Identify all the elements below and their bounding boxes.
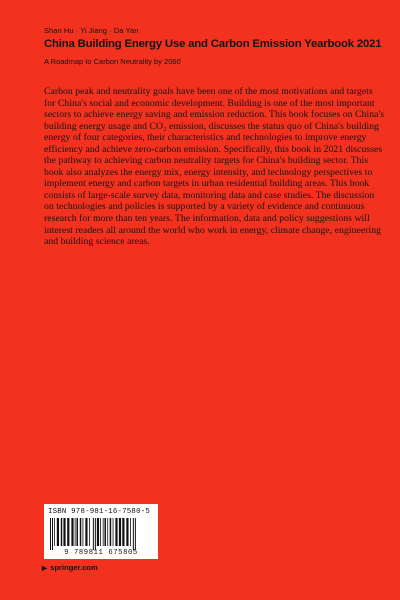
- barcode-bar: [133, 518, 134, 550]
- blurb-line: on technologies and policies is supported by a variety of evidence and continuous: [44, 201, 365, 213]
- barcode-bar: [115, 518, 117, 546]
- barcode-bar: [67, 518, 69, 546]
- blurb-line: for China's social and economic development. Building is one of the most important: [44, 97, 375, 109]
- publisher-link[interactable]: [42, 563, 98, 572]
- blurb-line: implement energy and carbon targets in urban residential building areas. This book: [44, 178, 370, 190]
- barcode-bar: [95, 518, 96, 550]
- blurb-line: Carbon peak and neutrality goals have been one of the most motivations and targets: [44, 86, 373, 97]
- barcode-bar: [103, 518, 104, 546]
- blurb-line: interest readers all around the world who work in energy, climate change, engineering: [44, 224, 382, 236]
- barcode-bar: [89, 518, 90, 546]
- isbn-number: ISBN 978-981-16-7580-5: [48, 508, 150, 516]
- barcode-bar: [80, 518, 82, 546]
- blurb-line: and building science areas.: [44, 236, 150, 248]
- publisher-url: springer.com: [50, 563, 98, 572]
- barcode-bar: [97, 518, 99, 546]
- barcode-bar: [110, 518, 112, 546]
- isbn-barcode-box: [44, 504, 158, 559]
- blurb-line: consists of large-scale survey data, monitoring data and case studies. The discussion: [44, 189, 375, 201]
- blurb-line: research for more than ten years. The information, data and policy suggestions will: [44, 213, 370, 225]
- barcode-bar: [135, 518, 136, 550]
- barcode-bar: [57, 518, 59, 546]
- blurb-line: building energy usage and CO₂ emission, discusses the status quo of China's building: [44, 120, 379, 132]
- barcode-bar: [71, 518, 73, 546]
- barcode-digits: 9 789811 675805: [64, 549, 138, 557]
- barcode-bar: [119, 518, 121, 546]
- blurb-line: book also analyzes the energy mix, energy intensity, and technology perspectives to: [44, 166, 373, 178]
- authors: Shan Hu · Yi Jiang · Da Yan: [44, 26, 139, 35]
- barcode-bar: [122, 518, 124, 546]
- barcode-bar: [104, 518, 106, 546]
- barcode-bar: [54, 518, 55, 546]
- barcode-bar: [85, 518, 87, 546]
- blurb-line: efficiency and achieve zero-carbon emission. Specifically, this book in 2021 discusses: [44, 143, 383, 155]
- barcode-bar: [93, 518, 94, 550]
- barcode-bar: [83, 518, 84, 546]
- barcode-bar: [130, 518, 131, 546]
- barcode-bar: [61, 518, 63, 546]
- book-title: China Building Energy Use and Carbon Emission Yearbook 2021: [44, 38, 382, 50]
- book-subtitle: A Roadmap to Carbon Neutrality by 2060: [44, 57, 181, 66]
- barcode-bar: [63, 518, 65, 546]
- barcode-bar: [107, 518, 108, 546]
- barcode-bar: [113, 518, 114, 546]
- book-blurb: [44, 86, 385, 248]
- barcode-bar: [126, 518, 128, 546]
- blurb-line: energy of four categories, their characteristics and technologies to improve energy: [44, 132, 367, 144]
- barcode-bar: [50, 518, 51, 550]
- barcode-image: [49, 518, 153, 550]
- blurb-line: sectors to achieve energy saving and emission reduction. This book focuses on China's: [44, 109, 385, 121]
- barcode-bar: [52, 518, 53, 550]
- barcode-bar: [100, 518, 101, 546]
- blurb-line: the pathway to achieving carbon neutrality targets for China's building sector. This: [44, 155, 369, 167]
- barcode-bar: [75, 518, 76, 546]
- arrow-right-icon: ▶: [42, 565, 47, 572]
- barcode-bar: [76, 518, 78, 546]
